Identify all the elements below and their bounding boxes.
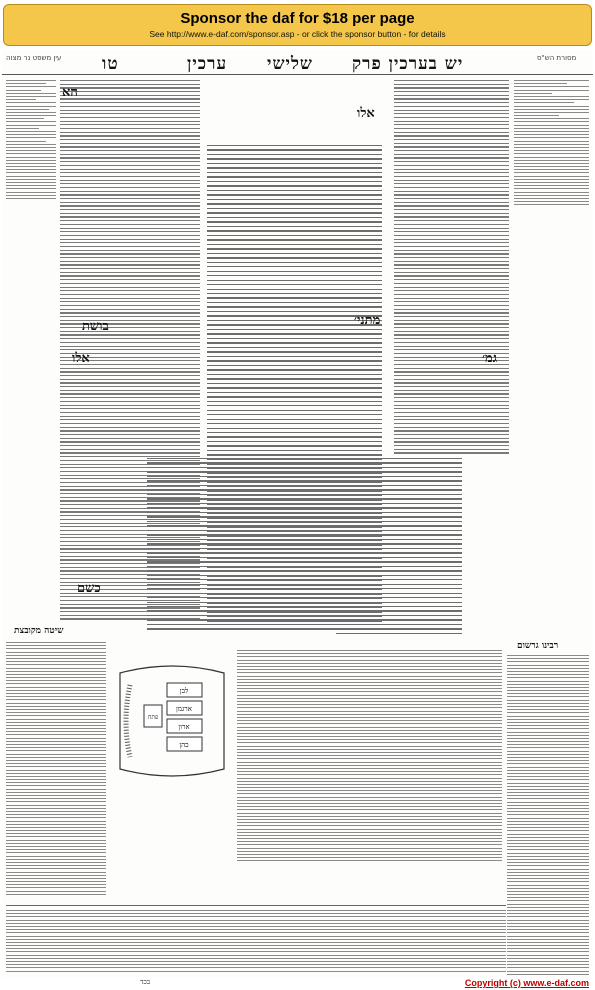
masoret-hashas-label: מסורת הש"ס [537, 54, 577, 62]
diagram-label-5: כהן [179, 741, 189, 749]
shita-mekubetzet-column [6, 642, 106, 897]
rabbeinu-gershom-column [507, 655, 589, 975]
sponsor-subtitle[interactable]: See http://www.e-daf.com/sponsor.asp - or click the sponsor button - for details [149, 29, 446, 39]
tabernacle-diagram [112, 665, 232, 777]
tractate-name: ערכין [187, 54, 228, 74]
lead-word-elu-main: אלו [357, 106, 375, 121]
footnote-divider [6, 905, 506, 906]
diagram-label-2: ארגמן [176, 705, 192, 713]
lead-word-ha: הא [62, 85, 78, 100]
diagram-label-1: לבן [179, 687, 189, 695]
rabbeinu-gershom-label: רבינו גרשום [517, 641, 559, 651]
gemara-wide-block [147, 458, 462, 648]
diagram-label-4: ארון [178, 723, 190, 731]
ein-mishpat-label: עין משפט נר מצוה [6, 54, 62, 62]
lead-word-gemara: גמ׳ [482, 351, 497, 366]
page-number-hebrew: טו [102, 54, 119, 74]
footnote-block [6, 910, 506, 972]
chapter-title: יש בערכין פרק [352, 54, 464, 74]
masoret-hashas-column [514, 80, 589, 640]
header-divider [2, 74, 593, 75]
ein-mishpat-column [6, 80, 56, 220]
page-marker: בכד [140, 978, 151, 986]
talmud-page [2, 50, 593, 978]
lead-word-elu-left: אלו [72, 351, 90, 366]
lead-word-mishnah: מתני׳ [354, 313, 381, 328]
lower-commentary-block [237, 650, 502, 880]
copyright-link[interactable]: Copyright (c) www.e-daf.com [464, 978, 589, 988]
lead-word-keshem: כשם [77, 581, 101, 596]
rashi-column [394, 80, 509, 455]
chapter-ordinal: שלישי [267, 54, 313, 74]
lead-word-boshet: בושת [82, 319, 109, 334]
diagram-curtain [126, 685, 130, 757]
shita-mekubetzet-label: שיטה מקובצת [14, 626, 64, 636]
sponsor-title[interactable]: Sponsor the daf for $18 per page [180, 10, 415, 27]
sponsor-banner[interactable] [3, 4, 592, 46]
footer [0, 978, 595, 990]
diagram-label-3: פתח [147, 714, 159, 721]
